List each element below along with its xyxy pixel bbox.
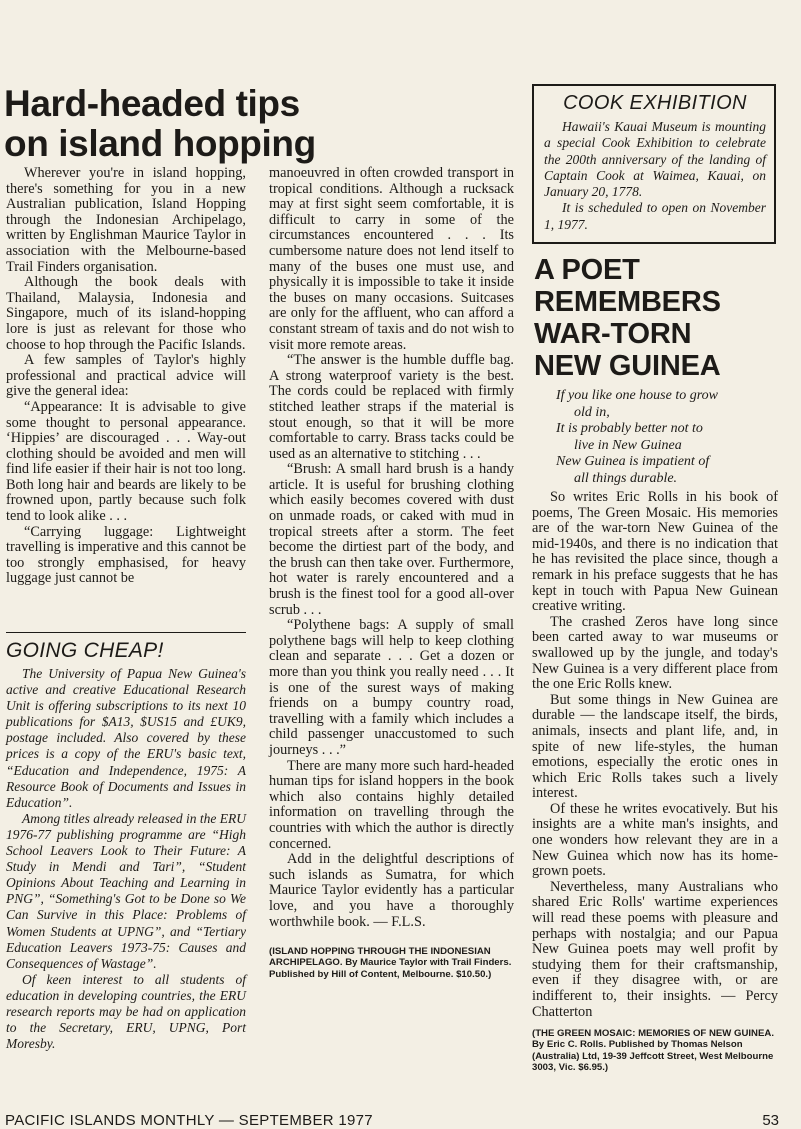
poet-headline-line: WAR-TORN (534, 318, 692, 350)
going-cheap-paragraph: Of keen interest to all students of education in developing countries, the ERU research reports may be had on application to the Secretary, ERU, UPNG, Port Moresby. (6, 971, 246, 1052)
cook-exhibition-box (532, 84, 776, 244)
footer-publication: PACIFIC ISLANDS MONTHLY — SEPTEMBER 1977 (5, 1112, 373, 1129)
poet-headline (534, 254, 784, 382)
article-paragraph: Wherever you're in island hopping, there's something for you in a new Australian publication, Island Hopping through the Indonesian Archipelago, written by Englishman Maurice Taylor in association with the Melbourne-based Trail Finders organisation. (6, 165, 246, 275)
section-divider (6, 632, 246, 633)
poem-line: live in New Guinea (574, 437, 682, 453)
poet-paragraph: The crashed Zeros have long since been carted away to war museums or swallowed up by the jungle, and today's New Guinea is a very different place from the one Eric Rolls knew. (532, 613, 778, 693)
going-cheap-body (6, 666, 246, 1052)
article-paragraph: “Carrying luggage: Lightweight travelling is imperative and this cannot be too strongly emphasised, for heavy luggage just cannot be (6, 523, 246, 587)
article-paragraph: Add in the delightful descriptions of such islands as Sumatra, for which Maurice Taylor evidently has a particular love, and you have a thoroughly worthwhile book. — F.L.S. (269, 851, 514, 930)
poet-headline-line: NEW GUINEA (534, 350, 721, 382)
book-credit: (THE GREEN MOSAIC: MEMORIES OF NEW GUINEA. By Eric C. Rolls. Published by Thomas Nelson (Australia) Ltd, 19-39 Jeffcott Street, West Melbourne 3003, Vic. $6.95.) (532, 1028, 774, 1073)
poem-line: all things durable. (574, 470, 678, 486)
poet-paragraph: So writes Eric Rolls in his book of poems, The Green Mosaic. His memories are of the war-torn New Guinea of the mid-1940s, and there is no indication that he has revisited the place since, though a remark in his preface suggests that he has kept in touch with Papua New Guinean creative writing. (532, 489, 778, 615)
page-number: 53 (762, 1112, 779, 1129)
article-paragraph: There are many more such hard-headed human tips for island hoppers in the book which also contains highly detailed information on travelling through the countries with which the author is directly concerned. (269, 757, 514, 852)
poet-paragraph: Nevertheless, many Australians who shared Eric Rolls' wartime experiences will read these poems with pleasure and perhaps with nostalgia; and our Papua New Guinea poets may well profit by studying them for their craftsmanship, even if they disagree with, or are indifferent to, their insights. — Percy Chatterton (532, 878, 778, 1020)
poet-paragraph: Of these he writes evocatively. But his insights are a white man's insights, and one wonders how relevant they are in a New Guinea which now has its home-grown poets. (532, 800, 778, 880)
poem-excerpt (556, 388, 778, 487)
main-headline-line-2: on island hopping (4, 123, 316, 164)
article-paragraph: “Brush: A small hard brush is a handy article. It is useful for brushing clothing which easily becomes covered with dust on unmade roads, or caked with mud in tropical streets after a storm. The feet become the dirtiest part of the body, and the brush can then take over. Furthermore, hot water is rarely encountered and a brush is the finest tool for a good all-over scrub . . . (269, 461, 514, 618)
poet-paragraph: But some things in New Guinea are durable — the landscape itself, the birds, animals, insects and plant life, and, in spite of new life-styles, the human emotions, especially the erotic ones in which Eric Rolls takes such a lively interest. (532, 691, 778, 802)
cook-exhibition-title: COOK EXHIBITION (563, 92, 747, 114)
poem-line: New Guinea is impatient of (556, 454, 710, 469)
article-paragraph: manoeuvred in often crowded transport in tropical conditions. Although a rucksack may at first sight seem comfortable, it is difficult to carry in some of the circumstances encountered . . . Its cumbersome nature does not lend itself to many of the buses one must use, and physically it is impossible to take it inside the buses on many occasions. Suitcases are only for the affluent, who can afford a constant stream of taxis and do not wish to visit more remote areas. (269, 165, 514, 353)
poem-line: It is probably better not to (556, 421, 703, 436)
article-column-2 (269, 166, 514, 980)
poet-headline-line: REMEMBERS (534, 286, 721, 318)
going-cheap-title: GOING CHEAP! (6, 639, 164, 662)
poem-line: old in, (574, 404, 610, 420)
article-column-3 (532, 490, 778, 1073)
main-headline-line-1: Hard-headed tips (4, 83, 300, 124)
poem-line: If you like one house to grow (556, 388, 719, 403)
article-paragraph: “Appearance: It is advisable to give some thought to personal appearance. ‘Hippies’ are discouraged . . . Way-out clothing should be avoided and men will find life easier if their hair is not too long. Both long hair and beards are likely to be frowned upon, partly because such folk tend to look alike . . . (6, 398, 246, 525)
article-paragraph: A few samples of Taylor's highly professional and practical advice will give the general idea: (6, 352, 246, 400)
article-column-1 (6, 166, 246, 587)
article-paragraph: “The answer is the humble duffle bag. A strong waterproof variety is the best. The cords could be replaced with firmly stitched leather straps if the material is stout enough, so that it will be more comfortable to carry. Brass tacks could be used as an alternative to stitching . . . (269, 352, 514, 462)
going-cheap-paragraph: Among titles already released in the ERU 1976-77 publishing programme are “High School Leavers Look to Their Future: A Study in Mendi and Tari”, “Student Opinions About Teaching and Learning in PNG”, “Something's Got to be Done so We Can Survive in this Place: Problems of Women Students at UPNG”, and “Tertiary Education Leavers 1973-75: Causes and Consequences of Wastage”. (6, 810, 246, 971)
cook-exhibition-paragraph: Hawaii's Kauai Museum is mounting a special Cook Exhibition to celebrate the 200th anniversary of the landing of Captain Cook at Waimea, Kauai, on January 20, 1778. (544, 119, 766, 200)
poet-headline-line: A POET (534, 254, 640, 286)
article-paragraph: “Polythene bags: A supply of small polythene bags will help to keep clothing clean and separate . . . Get a dozen or more than you think you really need . . . It is one of the surest ways of making friends on a bumpy country road, travelling with a family which includes a child passenger unaccustomed to such journeys . . .” (269, 617, 514, 758)
book-credit: (ISLAND HOPPING THROUGH THE INDONESIAN ARCHIPELAGO. By Maurice Taylor with Trail Finders. Published by Hill of Content, Melbourne. $10.50.) (269, 946, 512, 980)
article-paragraph: Although the book deals with Thailand, Malaysia, Indonesia and Singapore, much of its island-hopping lore is just as relevant for those who choose to hop through the Pacific Islands. (6, 274, 246, 353)
main-headline (4, 84, 524, 164)
going-cheap-paragraph: The University of Papua New Guinea's active and creative Educational Research Unit is offering subscriptions to its next 10 publications for $A13, $US15 and £UK9, postage included. Also covered by these prices is a copy of the ERU's basic text, “Education and Independence, 1975: A Resource Book of Documents and Issues in Education”. (6, 666, 246, 810)
cook-exhibition-paragraph: It is scheduled to open on November 1, 1977. (544, 200, 766, 232)
